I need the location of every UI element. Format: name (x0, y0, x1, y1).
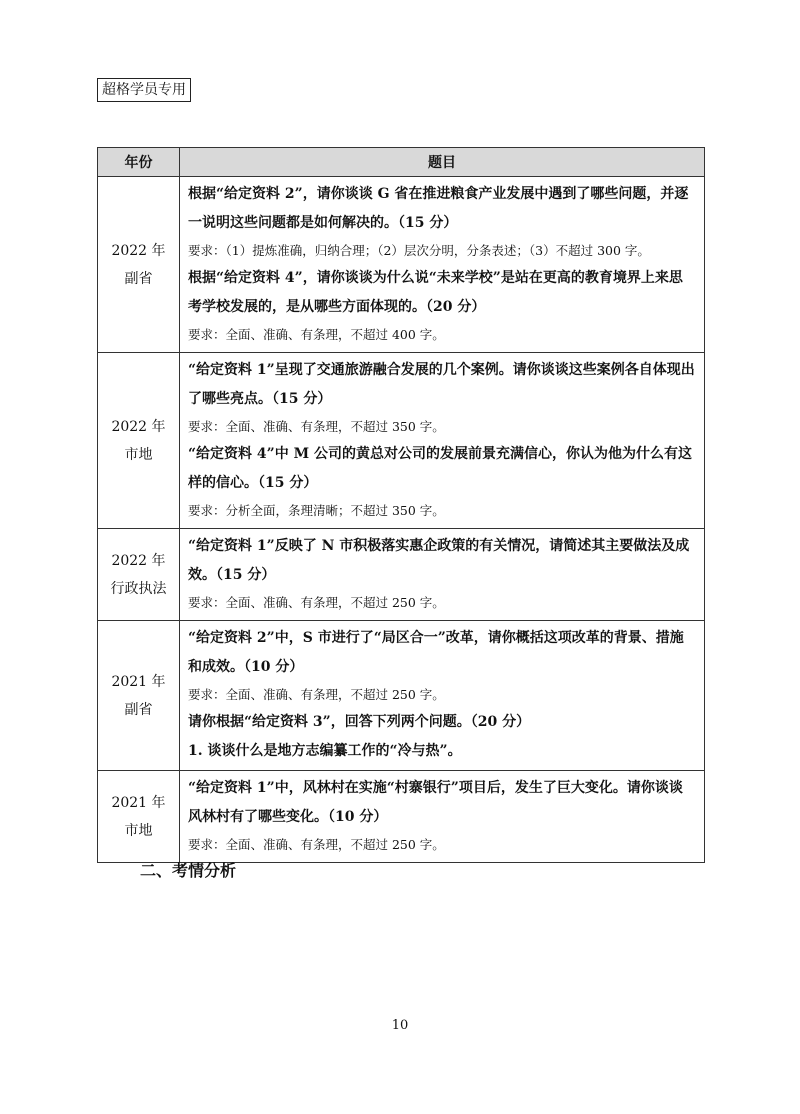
question-text: “给定资料 1”呈现了交通旅游融合发展的几个案例。请你谈谈这些案例各自体现出了哪些亮点。（15 分） (188, 362, 695, 407)
year-text: 2021 年 (111, 794, 166, 811)
exclusive-tag: 超格学员专用 (97, 78, 191, 102)
requirement-text: 要求：全面、准确、有条理，不超过 350 字。 (188, 419, 445, 434)
exam-type-text: 市地 (124, 446, 153, 463)
exam-type-text: 市地 (124, 822, 153, 839)
page-number: 10 (391, 1018, 409, 1033)
question-cell (180, 177, 705, 353)
question-text: 根据“给定资料 4”，请你谈谈为什么说“未来学校”是站在更高的教育境界上来思考学校发展的，是从哪些方面体现的。（20 分） (188, 270, 683, 315)
exam-type-text: 行政执法 (110, 580, 167, 597)
question-text: 根据“给定资料 2”，请你谈谈 G 省在推进粮食产业发展中遇到了哪些问题，并逐一说明这些问题都是如何解决的。（15 分） (188, 186, 689, 231)
question-cell (180, 621, 705, 771)
exam-questions-table (97, 147, 705, 863)
year-cell (98, 621, 180, 771)
year-cell (98, 353, 180, 529)
question-cell (180, 529, 705, 621)
requirement-text: 要求：全面、准确、有条理，不超过 400 字。 (188, 327, 445, 342)
year-text: 2022 年 (111, 242, 166, 259)
year-text: 2021 年 (111, 673, 166, 690)
question-text: 请你根据“给定资料 3”，回答下列两个问题。（20 分） (188, 714, 531, 730)
requirement-text: 要求：全面、准确、有条理，不超过 250 字。 (188, 837, 445, 852)
year-cell (98, 771, 180, 863)
exam-type-text: 副省 (124, 270, 153, 287)
table-row (98, 529, 705, 621)
requirement-text: 要求：全面、准确、有条理，不超过 250 字。 (188, 595, 445, 610)
year-cell (98, 177, 180, 353)
sub-question-text: 1. 谈谈什么是地方志编纂工作的“冷与热”。 (188, 743, 462, 759)
question-column-header: 题目 (180, 148, 705, 177)
requirement-text: 要求：（1）提炼准确，归纳合理；（2）层次分明，分条表述；（3）不超过 300 字。 (188, 243, 650, 258)
year-column-header: 年份 (98, 148, 180, 177)
requirement-text: 要求：全面、准确、有条理，不超过 250 字。 (188, 687, 445, 702)
question-text: “给定资料 4”中 M 公司的黄总对公司的发展前景充满信心，你认为他为什么有这样的信心。（15 分） (188, 446, 692, 491)
table-header-row (98, 148, 705, 177)
year-cell (98, 529, 180, 621)
section-heading: 二、考情分析 (140, 861, 237, 880)
table-row (98, 177, 705, 353)
question-cell (180, 353, 705, 529)
year-text: 2022 年 (111, 552, 166, 569)
question-text: “给定资料 1”中，风林村在实施“村寨银行”项目后，发生了巨大变化。请你谈谈风林村有了哪些变化。（10 分） (188, 780, 683, 825)
table-row (98, 771, 705, 863)
requirement-text: 要求：分析全面，条理清晰；不超过 350 字。 (188, 503, 445, 518)
table-row (98, 621, 705, 771)
question-text: “给定资料 2”中，S 市进行了“局区合一”改革，请你概括这项改革的背景、措施和成效。（10 分） (188, 630, 684, 675)
question-text: “给定资料 1”反映了 N 市积极落实惠企政策的有关情况，请简述其主要做法及成效。（15 分） (188, 538, 690, 583)
year-text: 2022 年 (111, 418, 166, 435)
question-cell (180, 771, 705, 863)
table-row (98, 353, 705, 529)
exam-type-text: 副省 (124, 701, 153, 718)
